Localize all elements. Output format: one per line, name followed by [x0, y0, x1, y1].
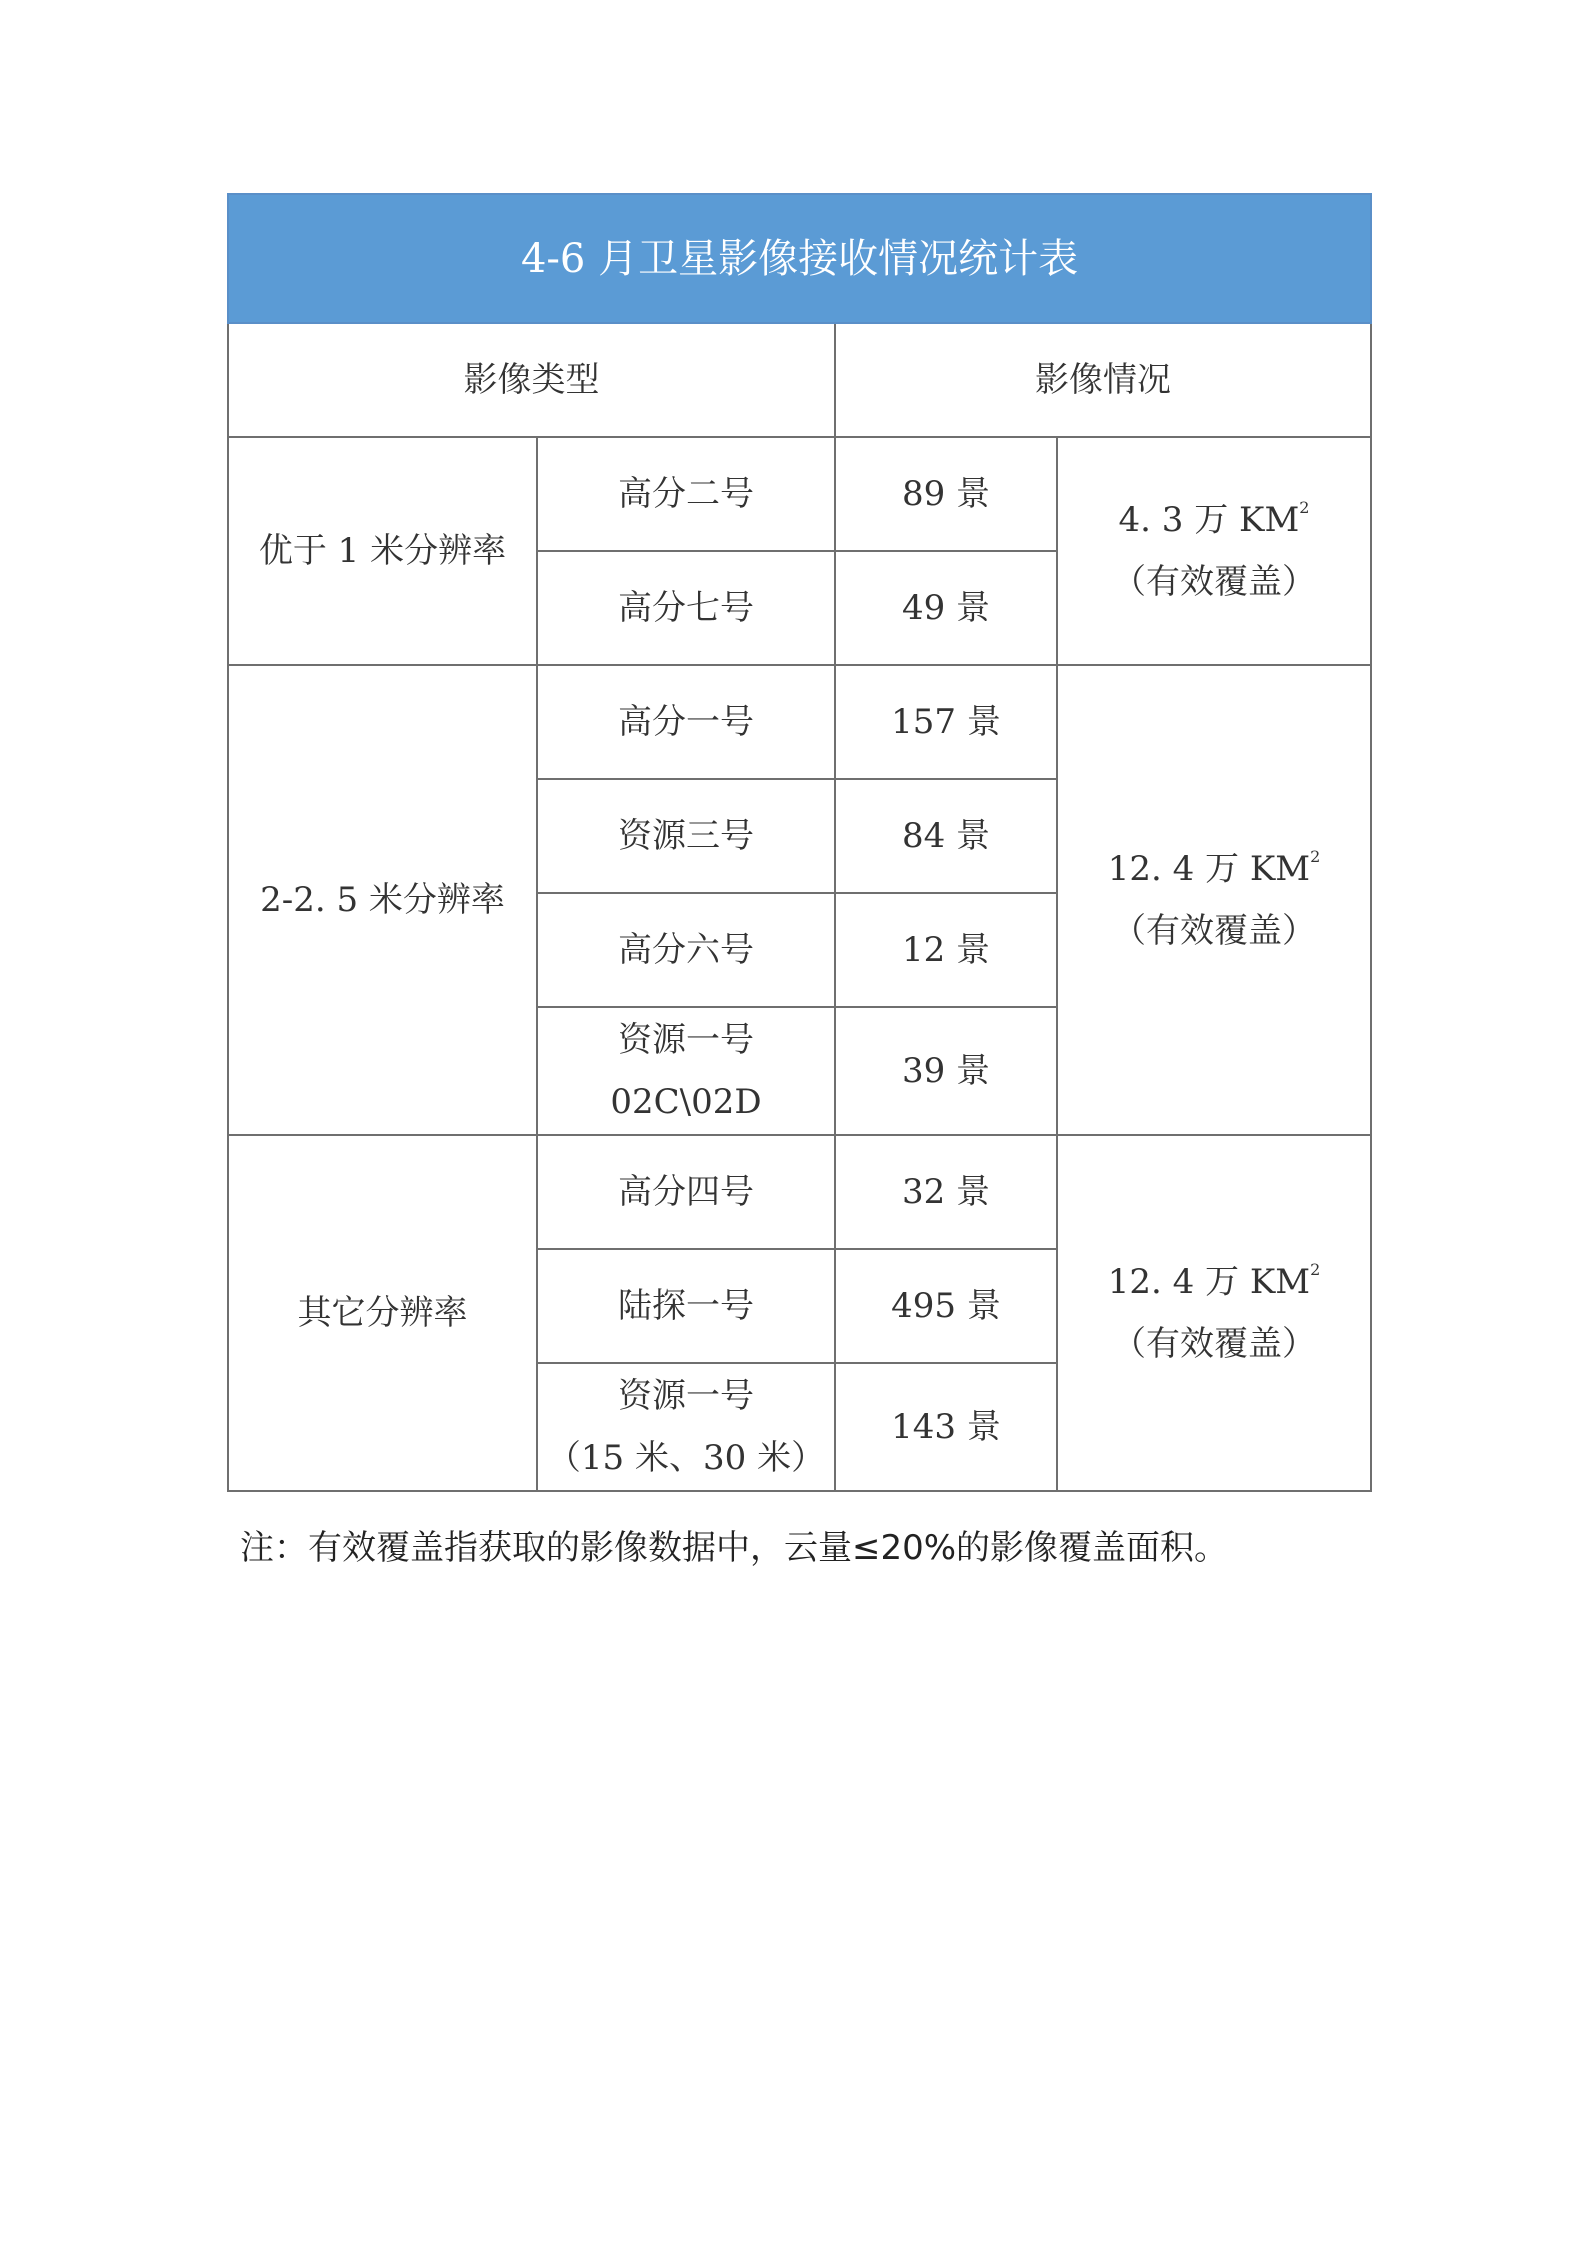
satellite-cell	[537, 1007, 835, 1135]
table-title-row	[228, 194, 1371, 323]
satellite-cell: 高分一号	[537, 665, 835, 779]
category-cell: 优于 1 米分辨率	[228, 437, 537, 665]
satellite-cell	[537, 1363, 835, 1491]
satellite-cell: 高分七号	[537, 551, 835, 665]
table-title: 4-6 月卫星影像接收情况统计表	[228, 194, 1371, 323]
header-image-status: 影像情况	[835, 323, 1371, 437]
coverage-value: 12. 4 万 $KM^2$	[1107, 847, 1321, 889]
coverage-value: 4. 3 万 $KM^2$	[1118, 498, 1310, 540]
satellite-name: 资源一号	[618, 1020, 754, 1060]
scene-count-cell: 495 景	[835, 1249, 1057, 1363]
satellite-cell: 高分四号	[537, 1135, 835, 1249]
coverage-cell	[1057, 437, 1371, 665]
coverage-cell	[1057, 665, 1371, 1135]
coverage-value: 12. 4 万 $KM^2$	[1107, 1260, 1321, 1302]
table-row	[228, 665, 1371, 779]
satellite-cell: 高分二号	[537, 437, 835, 551]
satellite-cell: 陆探一号	[537, 1249, 835, 1363]
satellite-cell: 资源三号	[537, 779, 835, 893]
satellite-variant: 02C\02D	[610, 1082, 762, 1122]
coverage-superscript: 2	[1310, 1260, 1321, 1279]
table-row	[228, 1135, 1371, 1249]
coverage-note: （有效覆盖）	[1112, 562, 1316, 602]
coverage-cell	[1057, 1135, 1371, 1491]
category-cell: 2-2. 5 米分辨率	[228, 665, 537, 1135]
scene-count-cell: 89 景	[835, 437, 1057, 551]
scene-count-cell: 32 景	[835, 1135, 1057, 1249]
satellite-name: 资源一号	[618, 1376, 754, 1416]
scene-count-cell: 157 景	[835, 665, 1057, 779]
coverage-note: （有效覆盖）	[1112, 911, 1316, 951]
footnote: 注：有效覆盖指获取的影像数据中，云量≤20%的影像覆盖面积。	[240, 1528, 1229, 1568]
scene-count-cell: 84 景	[835, 779, 1057, 893]
scene-count-cell: 39 景	[835, 1007, 1057, 1135]
table-header-row	[228, 323, 1371, 437]
coverage-note: （有效覆盖）	[1112, 1324, 1316, 1364]
table-row	[228, 437, 1371, 551]
coverage-superscript: 2	[1299, 498, 1310, 517]
scene-count-cell: 49 景	[835, 551, 1057, 665]
scene-count-cell: 12 景	[835, 893, 1057, 1007]
scene-count-cell: 143 景	[835, 1363, 1057, 1491]
satellite-cell: 高分六号	[537, 893, 835, 1007]
satellite-stats-table	[227, 193, 1372, 1492]
satellite-variant: （15 米、30 米）	[546, 1438, 826, 1478]
header-image-type: 影像类型	[228, 323, 835, 437]
coverage-superscript: 2	[1310, 847, 1321, 866]
category-cell: 其它分辨率	[228, 1135, 537, 1491]
